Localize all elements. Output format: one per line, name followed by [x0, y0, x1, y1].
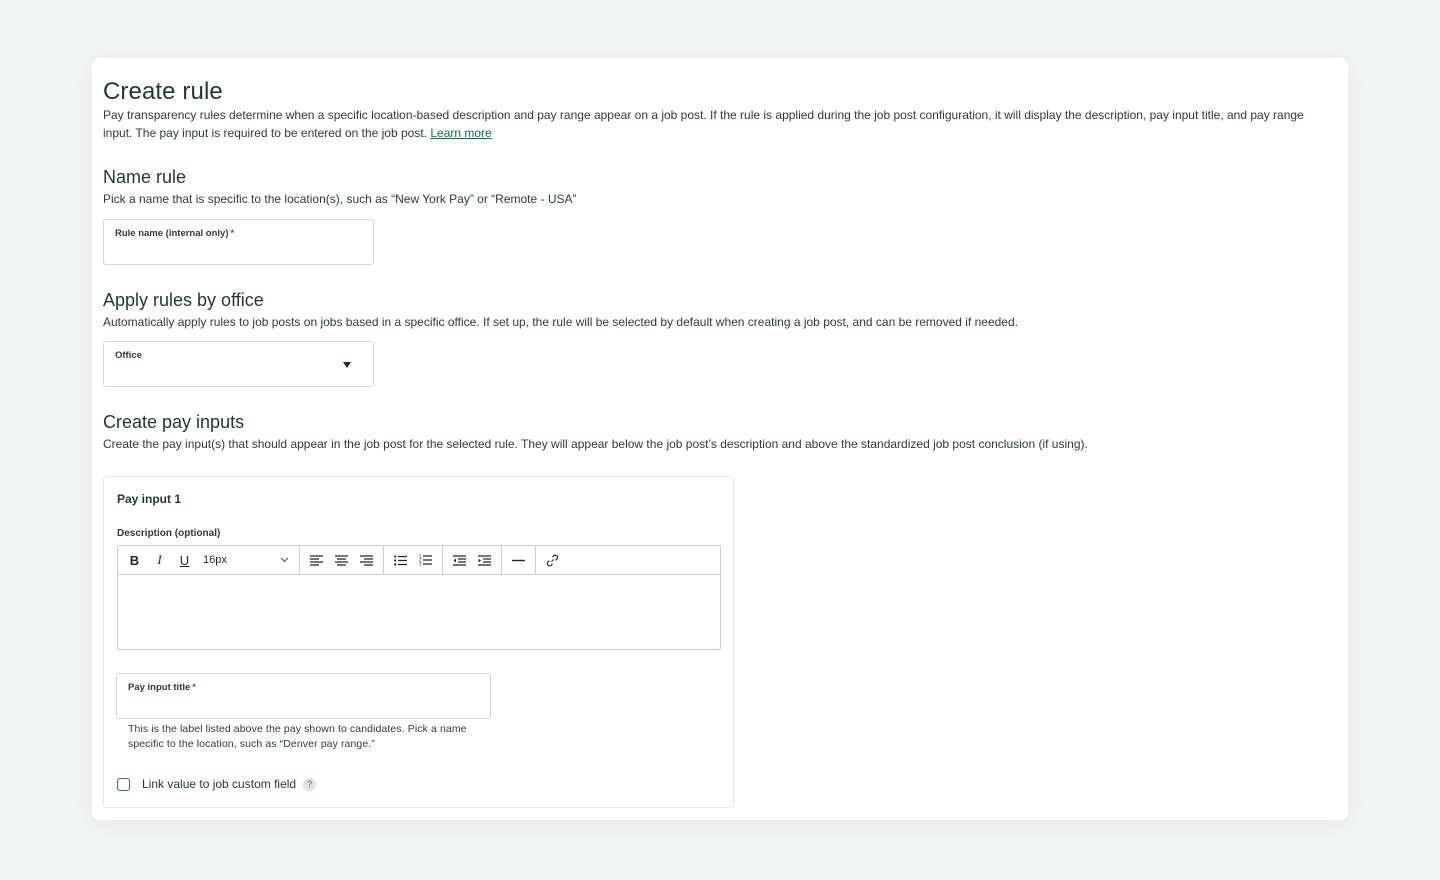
editor-toolbar: [118, 546, 720, 575]
help-icon[interactable]: ?: [303, 778, 316, 791]
caret-down-icon: [343, 362, 351, 368]
svg-text:3: 3: [419, 561, 422, 566]
pay-input-card: [103, 476, 734, 808]
pay-input-title-label: Pay input title *: [128, 682, 196, 693]
rule-name-input[interactable]: [103, 219, 374, 265]
svg-text:2: 2: [419, 557, 422, 563]
office-select[interactable]: [103, 341, 374, 387]
page-intro: [103, 106, 1333, 142]
italic-button[interactable]: I: [157, 552, 162, 567]
link-custom-field-label[interactable]: Link value to job custom field: [142, 777, 297, 791]
horizontal-rule-icon[interactable]: [506, 548, 531, 572]
bold-button[interactable]: B: [129, 552, 140, 568]
pay-inputs-description: Create the pay input(s) that should appear in the job post for the selected rule. They will appear below the job post’s description and above the standardized job post conclusion (if using).: [103, 437, 1088, 451]
required-mark: *: [192, 682, 196, 693]
align-right-icon[interactable]: [354, 548, 379, 572]
intro-text: Pay transparency rules determine when a specific location-based description and pay range appear on a job post. If the rule is applied during the job post configuration, it will display the description, pay input title, and pay range input. The pay input is required to be entered on the job post.: [103, 108, 1304, 140]
apply-rules-description: Automatically apply rules to job posts on jobs based in a specific office. If set up, the rule will be selected by default when creating a job post, and can be removed if needed.: [103, 315, 1018, 329]
indent-group: [443, 546, 502, 575]
underline-button[interactable]: U: [179, 552, 190, 568]
pay-input-helper-text: This is the label listed above the pay shown to candidates. Pick a name specific to the location, such as “Denver pay range.”: [128, 723, 467, 750]
pay-input-title-heading: Pay input 1: [117, 492, 182, 506]
rule-name-label: Rule name (internal only) *: [115, 228, 235, 239]
link-group: [536, 546, 569, 575]
svg-text:1: 1: [419, 554, 422, 559]
align-group: [300, 546, 384, 575]
description-label: Description (optional): [117, 528, 221, 539]
apply-rules-title: Apply rules by office: [103, 290, 264, 310]
list-group: [384, 546, 443, 575]
learn-more-link[interactable]: Learn more: [430, 126, 492, 140]
align-left-icon[interactable]: [304, 548, 329, 572]
chevron-down-icon: [280, 557, 289, 563]
name-rule-title: Name rule: [103, 167, 187, 187]
link-custom-field-checkbox[interactable]: [117, 778, 130, 791]
link-icon[interactable]: [540, 548, 565, 572]
indent-icon[interactable]: [472, 548, 497, 572]
font-size-select[interactable]: [197, 548, 295, 572]
outdent-icon[interactable]: [447, 548, 472, 572]
required-mark: *: [230, 228, 235, 239]
office-label: Office: [115, 350, 142, 361]
page-title: Create rule: [103, 78, 223, 105]
font-size-value: 16px: [203, 554, 227, 566]
name-rule-description: Pick a name that is specific to the location(s), such as “New York Pay” or “Remote - USA”: [103, 192, 577, 206]
format-group: [118, 546, 300, 575]
pay-input-title-field[interactable]: [116, 673, 491, 719]
editor-content-area[interactable]: [118, 576, 720, 649]
numbered-list-icon[interactable]: [413, 548, 438, 572]
rule-group: [502, 546, 536, 575]
pay-inputs-title: Create pay inputs: [103, 412, 245, 432]
rich-text-editor: [117, 545, 721, 650]
link-custom-field-row: [117, 777, 316, 791]
align-center-icon[interactable]: [329, 548, 354, 572]
bullet-list-icon[interactable]: [388, 548, 413, 572]
create-rule-card: [92, 58, 1348, 820]
